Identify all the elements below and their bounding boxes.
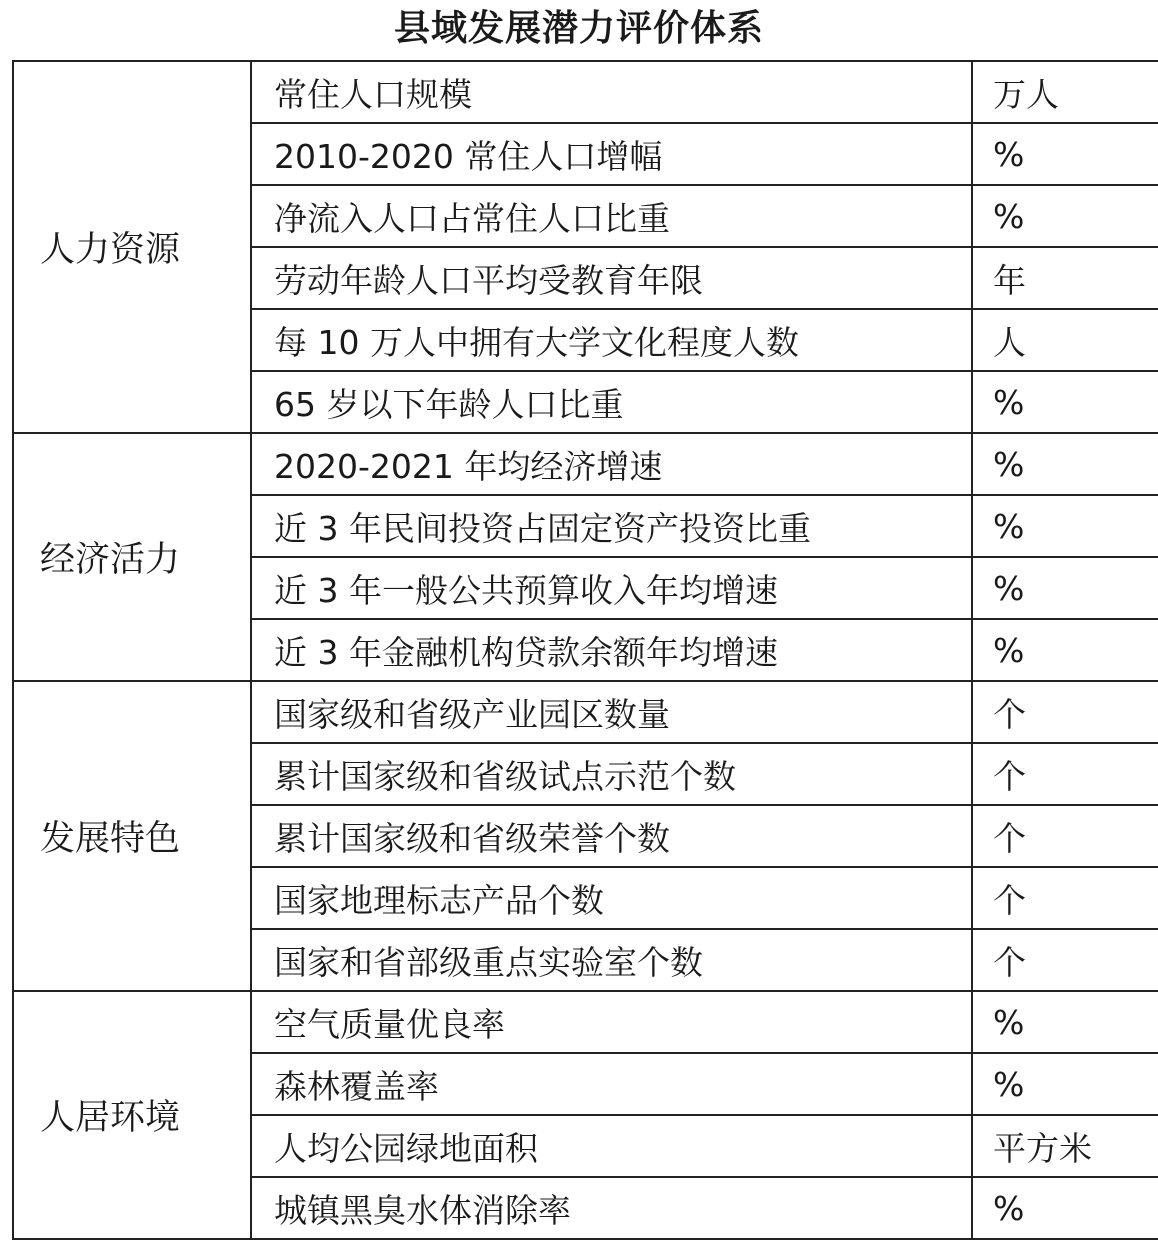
- unit-cell: 个: [972, 929, 1158, 991]
- indicator-cell: 常住人口规模: [251, 61, 972, 123]
- unit-cell: %: [972, 185, 1158, 247]
- category-cell: 人居环境: [13, 991, 251, 1239]
- indicator-cell: 近 3 年一般公共预算收入年均增速: [251, 557, 972, 619]
- unit-cell: 个: [972, 867, 1158, 929]
- indicator-cell: 空气质量优良率: [251, 991, 972, 1053]
- table-row: [13, 433, 1158, 495]
- indicator-cell: 累计国家级和省级试点示范个数: [251, 743, 972, 805]
- indicator-cell: 近 3 年民间投资占固定资产投资比重: [251, 495, 972, 557]
- unit-cell: %: [972, 619, 1158, 681]
- unit-cell: %: [972, 991, 1158, 1053]
- indicator-cell: 人均公园绿地面积: [251, 1115, 972, 1177]
- indicator-cell: 65 岁以下年龄人口比重: [251, 371, 972, 433]
- unit-cell: 个: [972, 805, 1158, 867]
- unit-cell: %: [972, 557, 1158, 619]
- indicator-cell: 每 10 万人中拥有大学文化程度人数: [251, 309, 972, 371]
- unit-cell: %: [972, 123, 1158, 185]
- indicator-cell: 国家地理标志产品个数: [251, 867, 972, 929]
- table-row: [13, 991, 1158, 1053]
- table-row: [13, 681, 1158, 743]
- page-title: 县域发展潜力评价体系: [393, 8, 764, 49]
- indicator-cell: 近 3 年金融机构贷款余额年均增速: [251, 619, 972, 681]
- table-row: [13, 61, 1158, 123]
- unit-cell: %: [972, 371, 1158, 433]
- indicator-cell: 2020-2021 年均经济增速: [251, 433, 972, 495]
- category-cell: 发展特色: [13, 681, 251, 991]
- evaluation-table: [12, 60, 1158, 1240]
- unit-cell: %: [972, 1053, 1158, 1115]
- indicator-cell: 森林覆盖率: [251, 1053, 972, 1115]
- indicator-cell: 劳动年龄人口平均受教育年限: [251, 247, 972, 309]
- indicator-cell: 2010-2020 常住人口增幅: [251, 123, 972, 185]
- unit-cell: 个: [972, 681, 1158, 743]
- unit-cell: 人: [972, 309, 1158, 371]
- category-cell: 经济活力: [13, 433, 251, 681]
- unit-cell: 年: [972, 247, 1158, 309]
- unit-cell: 个: [972, 743, 1158, 805]
- unit-cell: %: [972, 433, 1158, 495]
- unit-cell: 万人: [972, 61, 1158, 123]
- unit-cell: 平方米: [972, 1115, 1158, 1177]
- category-cell: 人力资源: [13, 61, 251, 433]
- indicator-cell: 累计国家级和省级荣誉个数: [251, 805, 972, 867]
- indicator-cell: 国家级和省级产业园区数量: [251, 681, 972, 743]
- indicator-cell: 净流入人口占常住人口比重: [251, 185, 972, 247]
- indicator-cell: 城镇黑臭水体消除率: [251, 1177, 972, 1239]
- unit-cell: %: [972, 1177, 1158, 1239]
- indicator-cell: 国家和省部级重点实验室个数: [251, 929, 972, 991]
- unit-cell: %: [972, 495, 1158, 557]
